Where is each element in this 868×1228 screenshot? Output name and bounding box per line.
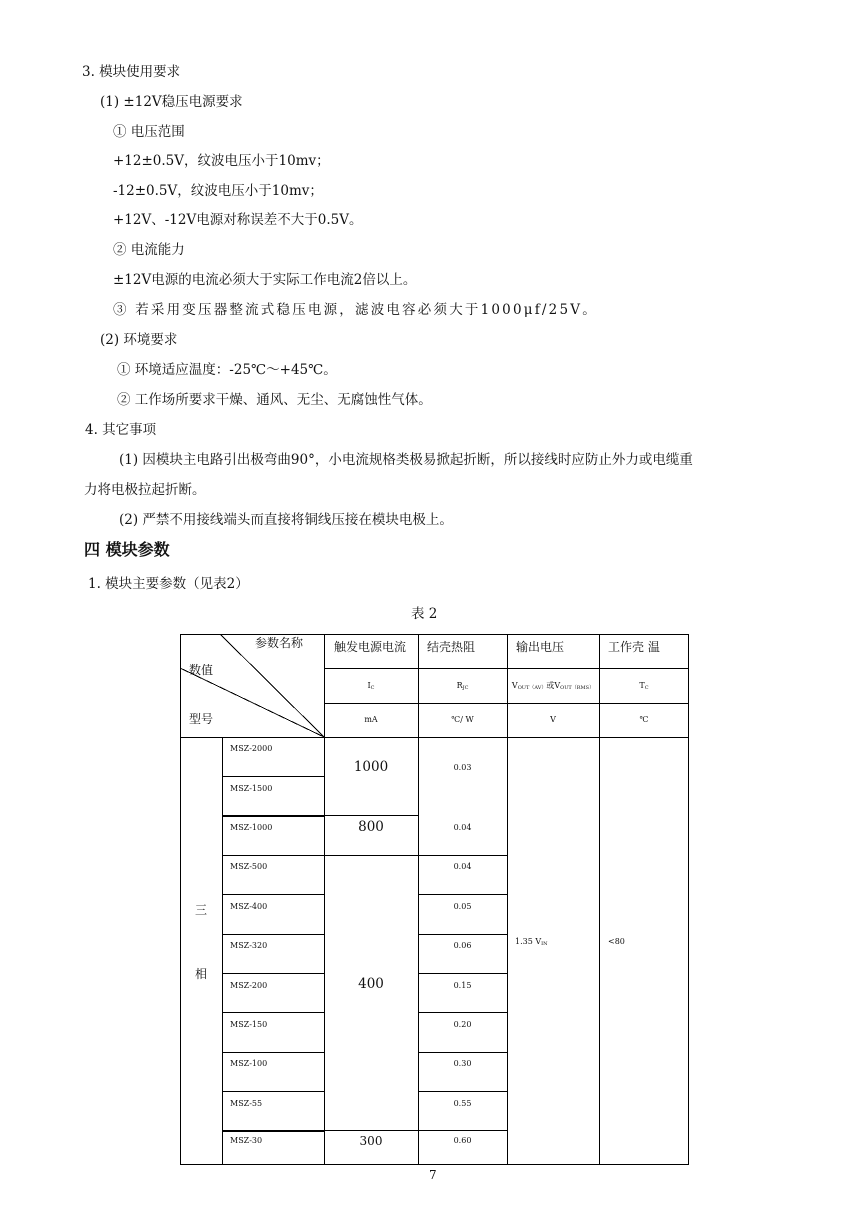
symbol-ic: $I_C$	[367, 681, 375, 691]
current-cell: 1000	[353, 759, 389, 775]
model-cell: MSZ-30	[230, 1136, 263, 1145]
environment-temp-line: ① 环境适应温度：-25℃～+45℃。	[117, 362, 337, 378]
model-cell: MSZ-320	[230, 941, 268, 950]
table-grid	[180, 634, 689, 1165]
model-cell: MSZ-100	[230, 1059, 268, 1068]
corner-model: 型号	[189, 712, 214, 726]
voltage-line-positive: +12±0.5V，纹波电压小于10mv；	[113, 153, 330, 169]
table-caption: 表 2	[411, 606, 438, 622]
unit-volt: V	[550, 715, 556, 724]
section-4-title: 4. 其它事项	[85, 422, 157, 438]
symbol-tc: $T_C$	[639, 681, 649, 691]
resistance-cell: 0.15	[453, 981, 472, 990]
model-cell: MSZ-400	[230, 902, 268, 911]
model-cell: MSZ-150	[230, 1020, 268, 1029]
current-cell: 800	[358, 819, 384, 835]
group-label-xiang: 相	[195, 967, 208, 981]
resistance-cell: 0.04	[453, 862, 472, 871]
model-cell: MSZ-500	[230, 862, 268, 871]
unit-celsius: ℃	[639, 715, 649, 724]
resistance-cell: 0.30	[453, 1059, 472, 1068]
corner-value: 数值	[189, 663, 214, 677]
resistance-cell: 0.05	[453, 902, 472, 911]
unit-celsius-per-watt: ℃/ W	[451, 715, 474, 724]
group-label-san: 三	[195, 903, 208, 917]
symbol-vout: $V_{OUT(AV)}$或$V_{OUT(RMS)}$	[511, 681, 595, 691]
header-output-voltage: 输出电压	[516, 640, 565, 654]
unit-ma: mA	[364, 715, 378, 724]
transformer-line: ③ 若采用变压器整流式稳压电源，滤波电容必须大于1000μf/25V。	[113, 302, 598, 318]
resistance-cell: 0.55	[453, 1099, 472, 1108]
header-trigger-current: 触发电源电流	[334, 640, 407, 654]
model-cell: MSZ-1000	[230, 823, 273, 832]
resistance-cell: 0.20	[453, 1020, 472, 1029]
case-temp-value: <80	[608, 937, 625, 946]
current-cell: 400	[358, 976, 384, 992]
model-cell: MSZ-2000	[230, 744, 273, 753]
voltage-range-title: ① 电压范围	[113, 124, 185, 140]
current-capability-title: ② 电流能力	[113, 242, 185, 258]
resistance-cell: 0.04	[453, 823, 472, 832]
notice-item-1-line-2: 力将电极拉起折断。	[84, 482, 206, 498]
page-number: 7	[429, 1168, 437, 1182]
resistance-cell: 0.06	[453, 941, 472, 950]
resistance-cell: 0.03	[453, 763, 472, 772]
notice-item-1-line-1: (1) 因模块主电路引出极弯曲90°，小电流规格类极易掀起折断，所以接线时应防止外力或电缆重	[119, 452, 693, 468]
chapter-title: 四 模块参数	[84, 540, 170, 559]
power-supply-req-title: (1) ±12V稳压电源要求	[100, 94, 243, 110]
parameter-table	[180, 634, 689, 1165]
resistance-cell: 0.60	[453, 1136, 472, 1145]
model-cell: MSZ-55	[230, 1099, 263, 1108]
voltage-line-negative: -12±0.5V，纹波电压小于10mv；	[113, 183, 323, 199]
environment-site-line: ② 工作场所要求干燥、通风、无尘、无腐蚀性气体。	[117, 392, 432, 408]
notice-item-2: (2) 严禁不用接线端头而直接将铜线压接在模块电极上。	[119, 512, 453, 528]
params-intro: 1. 模块主要参数（见表2）	[88, 576, 249, 592]
current-cell: 300	[359, 1134, 383, 1148]
section-3-title: 3. 模块使用要求	[82, 64, 181, 80]
output-voltage-value: 1.35 $V_{IN}$	[515, 937, 548, 947]
header-case-temp: 工作壳 温	[608, 640, 660, 654]
header-thermal-resistance: 结壳热阻	[427, 640, 476, 654]
model-cell: MSZ-1500	[230, 784, 273, 793]
symbol-rjc: $R_{JC}$	[456, 681, 469, 691]
model-cell: MSZ-200	[230, 981, 268, 990]
corner-param-name: 参数名称	[255, 636, 304, 650]
current-capability-line: ±12V电源的电流必须大于实际工作电流2倍以上。	[113, 272, 417, 288]
voltage-line-symmetry: +12V、-12V电源对称误差不大于0.5V。	[113, 212, 363, 228]
environment-req-title: (2) 环境要求	[100, 332, 178, 348]
